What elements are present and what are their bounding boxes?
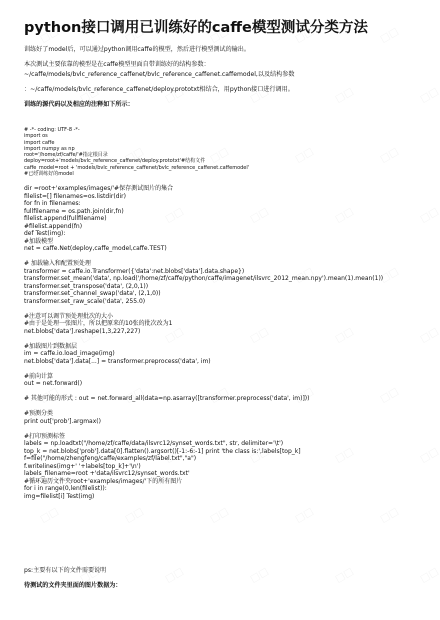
code-line: im = caffe.io.load_image(img) bbox=[24, 350, 115, 357]
code-line: # 加载输入和配置预处理 bbox=[24, 260, 91, 267]
watermark-mark bbox=[334, 566, 356, 585]
code-line bbox=[24, 253, 383, 261]
code-line bbox=[24, 305, 383, 313]
images-heading: 待测试的文件夹里面的图片数据为： bbox=[24, 582, 122, 589]
code-line: import numpy as np bbox=[24, 145, 75, 152]
code-line: net = caffe.Net(deploy,caffe_model,caffe.TEST) bbox=[24, 245, 167, 252]
watermark-mark bbox=[419, 446, 440, 465]
watermark-mark bbox=[419, 86, 440, 105]
watermark-mark bbox=[249, 566, 271, 585]
watermark-mark bbox=[419, 206, 440, 225]
watermark-mark bbox=[379, 506, 401, 525]
watermark-mark bbox=[294, 146, 316, 165]
code-line: root='/home/zf/caffe/'#指定根目录 bbox=[24, 152, 108, 159]
code-line: transformer.set_mean('data', np.load('/home/zf/caffe/python/caffe/imagenet/ilsvrc_2012_mean.npy').mean(1).mean(1)) bbox=[24, 275, 384, 282]
code-line: f=file("/home/zhengfeng/caffe/examples/zf/label.txt","a") bbox=[24, 455, 197, 462]
code-line bbox=[24, 335, 383, 343]
intro-line-2: 本次测试主要依靠的模型是在caffe模型里面自带训练好的结构参数： bbox=[24, 61, 210, 68]
code-block-header bbox=[24, 127, 249, 177]
code-line: labels = np.loadtxt("/home/zf/caffe/data/ilsvrc12/synset_words.txt", str, delimiter='\t') bbox=[24, 440, 284, 447]
code-line: import os bbox=[24, 133, 48, 140]
watermark-mark bbox=[334, 86, 356, 105]
code-line: filelist.append(fullfilename) bbox=[24, 215, 107, 222]
code-line: print out['prob'].argmax() bbox=[24, 417, 101, 425]
code-line: #前向计算 bbox=[24, 372, 54, 380]
watermark-mark bbox=[124, 506, 146, 525]
code-line: #循环遍历文件夹root+'examples/images/'下的所有图片 bbox=[24, 477, 183, 485]
code-line: transformer.set_transpose('data', (2,0,1)) bbox=[24, 282, 149, 290]
code-line: #filelist.append(fn) bbox=[24, 222, 83, 230]
code-line: # 其他可能的形式 : out = net.forward_all(data=np.asarray([transformer.preprocess('data', im)])) bbox=[24, 395, 310, 402]
page-title: python接口调用已训练好的caffe模型测试分类方法 bbox=[24, 20, 368, 36]
watermark-mark bbox=[419, 326, 440, 345]
code-line: # -*- coding: UTF-8 -*- bbox=[24, 127, 80, 133]
code-line bbox=[24, 425, 383, 433]
code-line: labels_filename=root +'data/ilsvrc12/synset_words.txt' bbox=[24, 470, 190, 477]
code-line: import caffe bbox=[24, 139, 55, 146]
code-line: transformer.set_channel_swap('data', (2,1,0)) bbox=[24, 290, 161, 297]
code-line: top_k = net.blobs['prob'].data[0].flatten().argsort()[-1:-6:-1] print 'the class is:',labels[top_k] bbox=[24, 447, 301, 455]
code-line: for fn in filenames: bbox=[24, 200, 81, 207]
code-line: net.blobs['data'].data[...] = transformer.preprocess('data', im) bbox=[24, 357, 211, 365]
code-line: deploy=root+'models/bvlc_reference_caffenet/deploy.prototxt'#结构文件 bbox=[24, 158, 206, 165]
code-line bbox=[24, 388, 383, 396]
intro-line-4: ：~/caffe/models/bvlc_reference_caffenet/deploy.prototxt相结合，用python接口进行调用。 bbox=[24, 86, 294, 93]
watermark-mark bbox=[294, 506, 316, 525]
watermark-mark bbox=[379, 26, 401, 45]
code-line: #注意可以调节预处理批次的大小 bbox=[24, 312, 114, 320]
code-line: caffe_model=root + 'models/bvlc_reference_caffenet/bvlc_reference_caffenet.caffemodel' bbox=[24, 164, 250, 171]
source-heading: 训练的源代码以及相应的注释如下所示： bbox=[24, 101, 134, 108]
code-line: #打印预测标签 bbox=[24, 432, 66, 440]
code-block-main bbox=[24, 185, 383, 500]
watermark-mark bbox=[39, 506, 61, 525]
code-line: filelist=[] filenames=os.listdir(dir) bbox=[24, 192, 126, 200]
code-line: f.writelines(img+' '+labels[top_k]+'\n') bbox=[24, 462, 141, 470]
code-line: transformer = caffe.io.Transformer({'data':net.blobs['data'].data.shape}) bbox=[24, 267, 245, 275]
code-line: net.blobs['data'].reshape(1,3,227,227) bbox=[24, 327, 141, 335]
code-line: #预测分类 bbox=[24, 410, 54, 417]
code-line bbox=[24, 365, 383, 373]
code-line: fullfilename = os.path.join(dir,fn) bbox=[24, 207, 124, 215]
code-line: #已经训练好的model bbox=[24, 171, 74, 178]
code-line: transformer.set_raw_scale('data', 255.0) bbox=[24, 297, 146, 305]
intro-line-3: ~/caffe/models/bvlc_reference_caffenet/bvlc_reference_caffenet.caffemodel,以及结构参数 bbox=[24, 71, 295, 78]
code-line: for i in range(0,len(filelist)): bbox=[24, 485, 107, 492]
code-line: #加载图片到数据层 bbox=[24, 342, 78, 350]
code-line bbox=[24, 403, 383, 411]
watermark-mark bbox=[379, 146, 401, 165]
watermark-mark bbox=[419, 566, 440, 585]
code-line: def Test(img): bbox=[24, 230, 66, 237]
code-line: #加载模型 bbox=[24, 237, 54, 245]
code-line: img=filelist[i] Test(img) bbox=[24, 492, 95, 500]
code-line: dir =root+'examples/images/'#保存测试图片的集合 bbox=[24, 185, 174, 192]
ps-note: ps:主要有以下的文件需要说明 bbox=[24, 567, 107, 574]
intro-line-1: 训练好了model后，可以通过python调用caffe的模型，然后进行模型测试的输出。 bbox=[24, 46, 250, 53]
code-line: out = net.forward() bbox=[24, 380, 83, 387]
code-line: #由于是处理一张图片，所以把原来的10张的批次改为1 bbox=[24, 320, 173, 327]
watermark-mark bbox=[209, 506, 231, 525]
watermark-mark bbox=[164, 566, 186, 585]
